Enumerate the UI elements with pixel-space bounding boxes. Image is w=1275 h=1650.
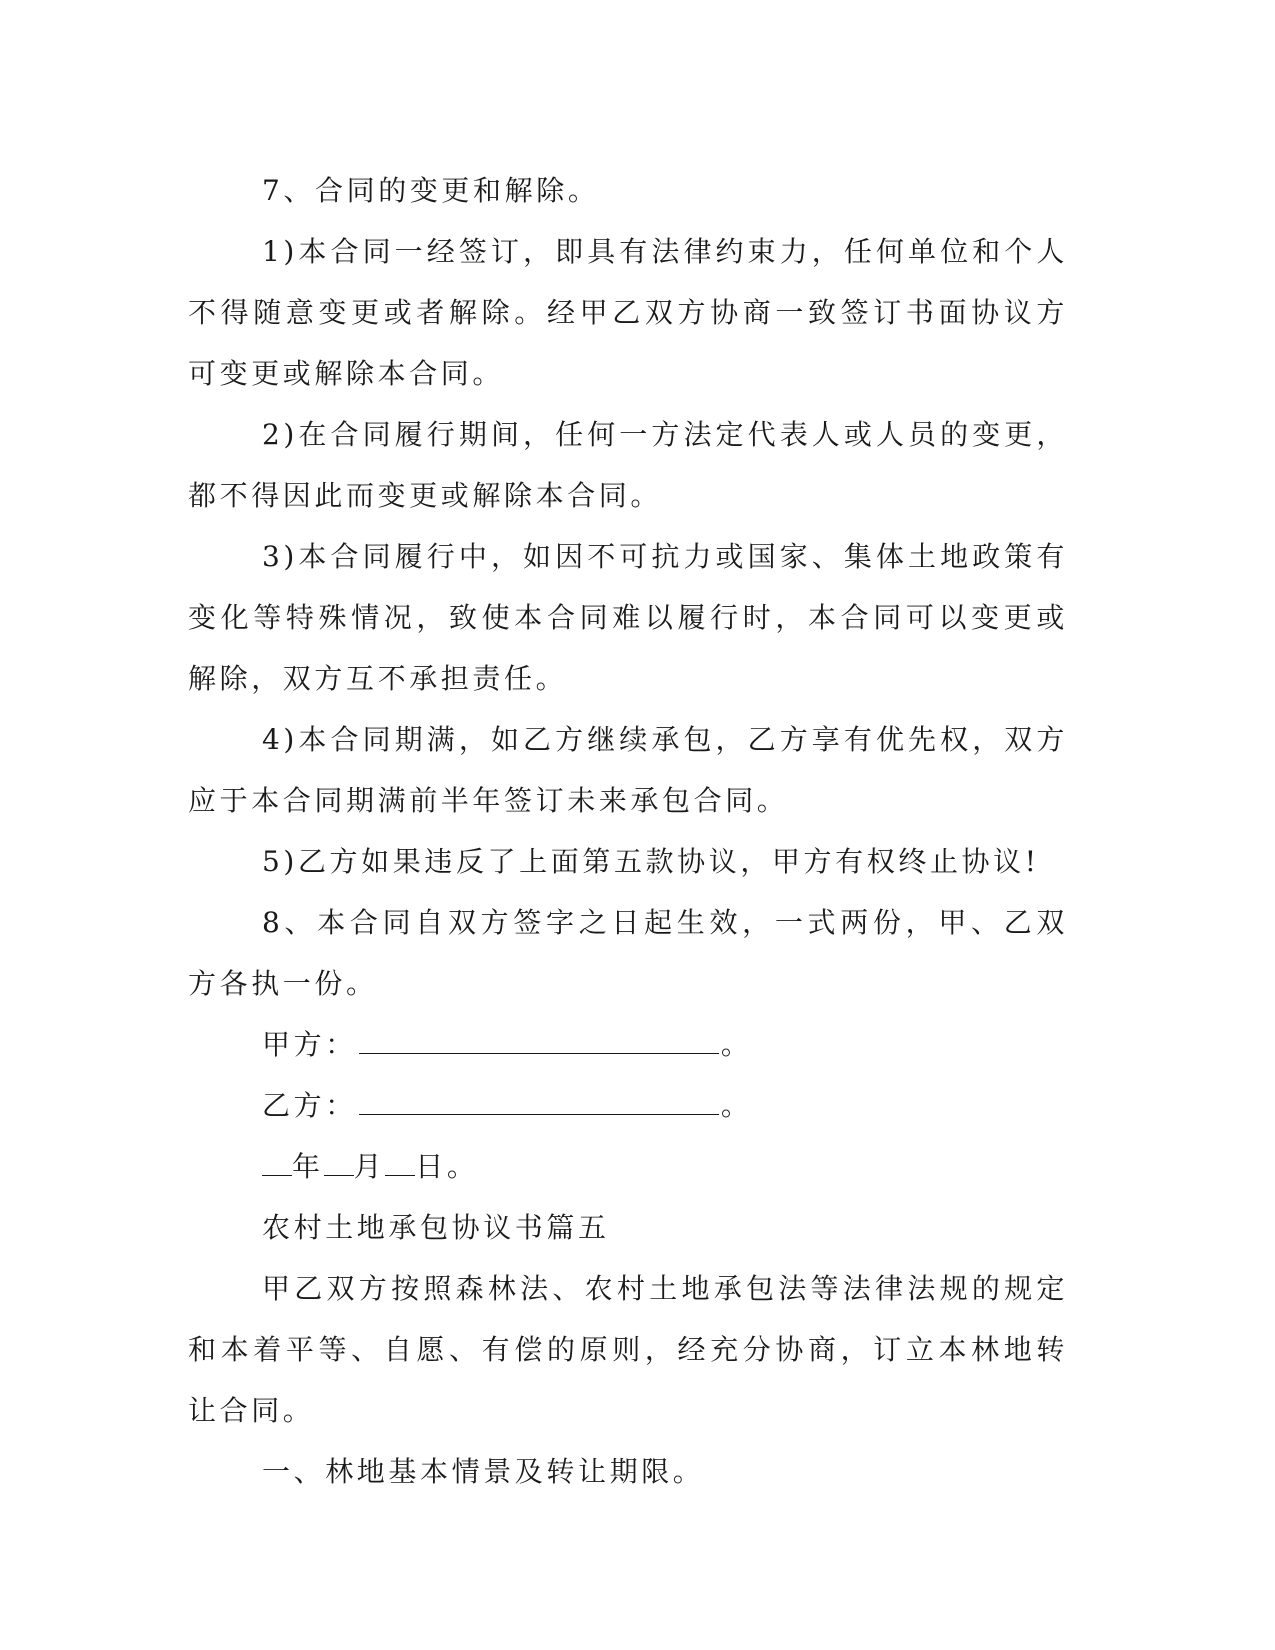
party-a-label: 甲方： (262, 1028, 357, 1061)
clause-7-item-1: 1)本合同一经签订，即具有法律约束力，任何单位和个人不得随意变更或者解除。经甲乙双方协商一致签订书面协议方可变更或解除本合同。 (188, 235, 1068, 390)
clause-7-item-2: 2)在合同履行期间，任何一方法定代表人或人员的变更，都不得因此而变更或解除本合同。 (188, 418, 1068, 512)
year-label: 年 (292, 1150, 324, 1183)
party-a-end-mark: 。 (720, 1028, 753, 1061)
clause-7-item-4: 4)本合同期满，如乙方继续承包，乙方享有优先权，双方应于本合同期满前半年签订未来承包合同。 (188, 723, 1068, 817)
section-item-1: 一、林地基本情景及转让期限。 (262, 1455, 705, 1488)
clause-8: 8、本合同自双方签字之日起生效，一式两份，甲、乙双方各执一份。 (188, 906, 1068, 1000)
document-body (188, 160, 1068, 1502)
month-label: 月 (353, 1150, 386, 1183)
day-label: 日。 (415, 1150, 479, 1183)
date-line (188, 1136, 1068, 1197)
clause-7-heading: 7、合同的变更和解除。 (262, 174, 600, 207)
month-blank (324, 1153, 354, 1176)
party-b-label: 乙方： (262, 1089, 357, 1122)
party-b-blank (359, 1092, 719, 1115)
clause-7-item-5: 5)乙方如果违反了上面第五款协议，甲方有权终止协议! (262, 845, 1040, 878)
section-intro: 甲乙双方按照森林法、农村土地承包法等法律法规的规定和本着平等、自愿、有偿的原则，经充分协商，订立本林地转让合同。 (188, 1272, 1068, 1427)
section-heading: 农村土地承包协议书篇五 (262, 1211, 610, 1244)
party-a-signature-line (188, 1014, 1068, 1075)
day-blank (385, 1153, 415, 1176)
clause-7-item-3: 3)本合同履行中，如因不可抗力或国家、集体土地政策有变化等特殊情况，致使本合同难以履行时，本合同可以变更或解除，双方互不承担责任。 (188, 540, 1068, 695)
party-a-blank (359, 1031, 719, 1054)
party-b-end-mark: 。 (720, 1089, 753, 1122)
year-blank (262, 1153, 292, 1176)
party-b-signature-line (188, 1075, 1068, 1136)
